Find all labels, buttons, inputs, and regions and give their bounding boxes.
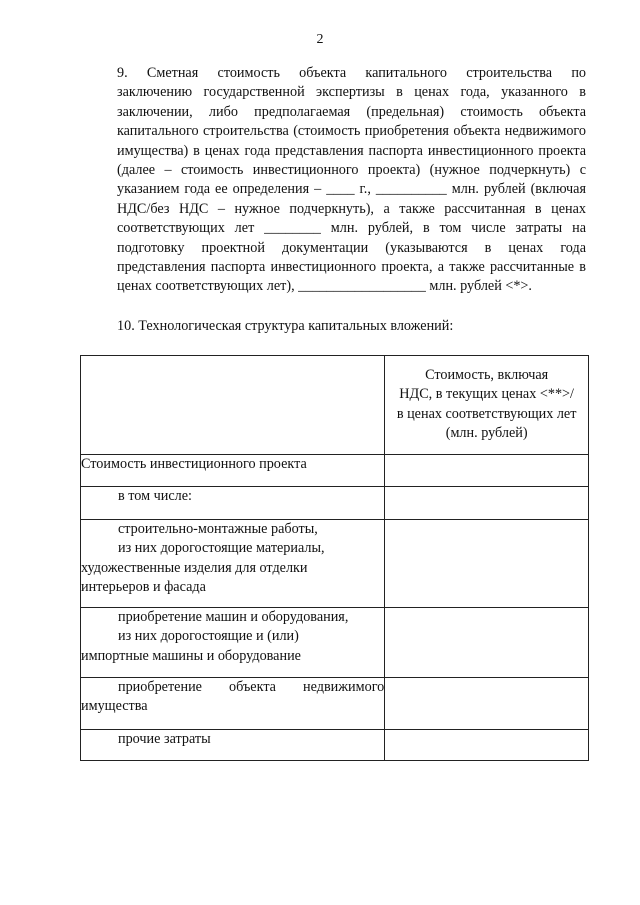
table-row: [81, 455, 589, 487]
row-value-cell: [385, 608, 589, 678]
row-label-line: прочие затраты: [118, 731, 211, 747]
row-label-line: строительно-монтажные работы,: [118, 521, 318, 537]
table-header-row: [81, 356, 589, 455]
row-label-line: в том числе:: [118, 488, 192, 504]
row-label-line: импортные машины и оборудование: [81, 647, 301, 664]
row-label-line: интерьеров и фасада: [81, 579, 206, 596]
header-cost-line: (млн. рублей): [445, 425, 528, 442]
header-cost-cell: [385, 356, 589, 455]
row-label-cell: [81, 730, 385, 761]
section-9-line: заключении, либо предполагаемая (предельная) стоимость объекта: [117, 103, 586, 120]
section-9-line: (далее – стоимость инвестиционного проекта) (нужное подчеркнуть) с: [117, 162, 586, 179]
page-number: 2: [316, 32, 324, 47]
section-9-line: ценах соответствующих лет), __________________ млн. рублей <*>.: [117, 278, 532, 295]
row-label-line: имущества: [81, 698, 148, 715]
section-9-line: капитального строительства (стоимость приобретения объекта недвижимого: [117, 123, 586, 140]
capital-investment-structure-table: [80, 355, 589, 761]
header-empty-cell: [81, 356, 385, 455]
row-value-cell: [385, 678, 589, 730]
section-10-heading: 10. Технологическая структура капитальных вложений:: [117, 318, 454, 334]
row-label-cell: [81, 520, 385, 608]
row-value-cell: [385, 520, 589, 608]
section-9-line: НДС/без НДС – нужное подчеркнуть), а также рассчитанная в ценах: [117, 200, 586, 217]
header-cost-line: НДС, в текущих ценах <**>/: [399, 386, 574, 403]
row-label-cell: [81, 455, 385, 487]
header-cost-line: в ценах соответствующих лет: [396, 405, 577, 422]
section-9-line: подготовку проектной документации (указываются в ценах года: [117, 239, 586, 256]
row-label-line: из них дорогостоящие материалы,: [118, 540, 325, 557]
section-9-line: заключению государственной экспертизы в ценах года, указанного в: [117, 84, 586, 101]
table-row: [81, 608, 589, 678]
section-9-line: соответствующих лет ________ млн. рублей, в том числе затраты на: [117, 220, 586, 237]
row-label-cell: [81, 487, 385, 520]
row-value-cell: [385, 487, 589, 520]
table-row: [81, 730, 589, 761]
row-value-cell: [385, 455, 589, 487]
table-row: [81, 678, 589, 730]
section-9-line: 9. Сметная стоимость объекта капитального строительства по: [117, 65, 586, 81]
row-label-line: Стоимость инвестиционного проекта: [81, 456, 307, 472]
row-label-line: художественные изделия для отделки: [81, 559, 308, 576]
section-9-line: указанием года ее определения – ____ г., __________ млн. рублей (включая: [117, 181, 586, 198]
row-label-cell: [81, 678, 385, 730]
section-9-paragraph: [80, 64, 586, 297]
header-cost-line: Стоимость, включая: [425, 367, 549, 383]
table-row: [81, 520, 589, 608]
table-row: [81, 487, 589, 520]
section-9-line: имущества) в ценах года представления паспорта инвестиционного проекта: [117, 142, 586, 159]
row-label-line: приобретение объекта недвижимого: [118, 679, 385, 695]
row-label-line: приобретение машин и оборудования,: [118, 609, 349, 625]
row-value-cell: [385, 730, 589, 761]
row-label-cell: [81, 608, 385, 678]
row-label-line: из них дорогостоящие и (или): [118, 628, 299, 645]
section-9-line: представления паспорта инвестиционного проекта, а также рассчитанные в: [117, 259, 586, 276]
